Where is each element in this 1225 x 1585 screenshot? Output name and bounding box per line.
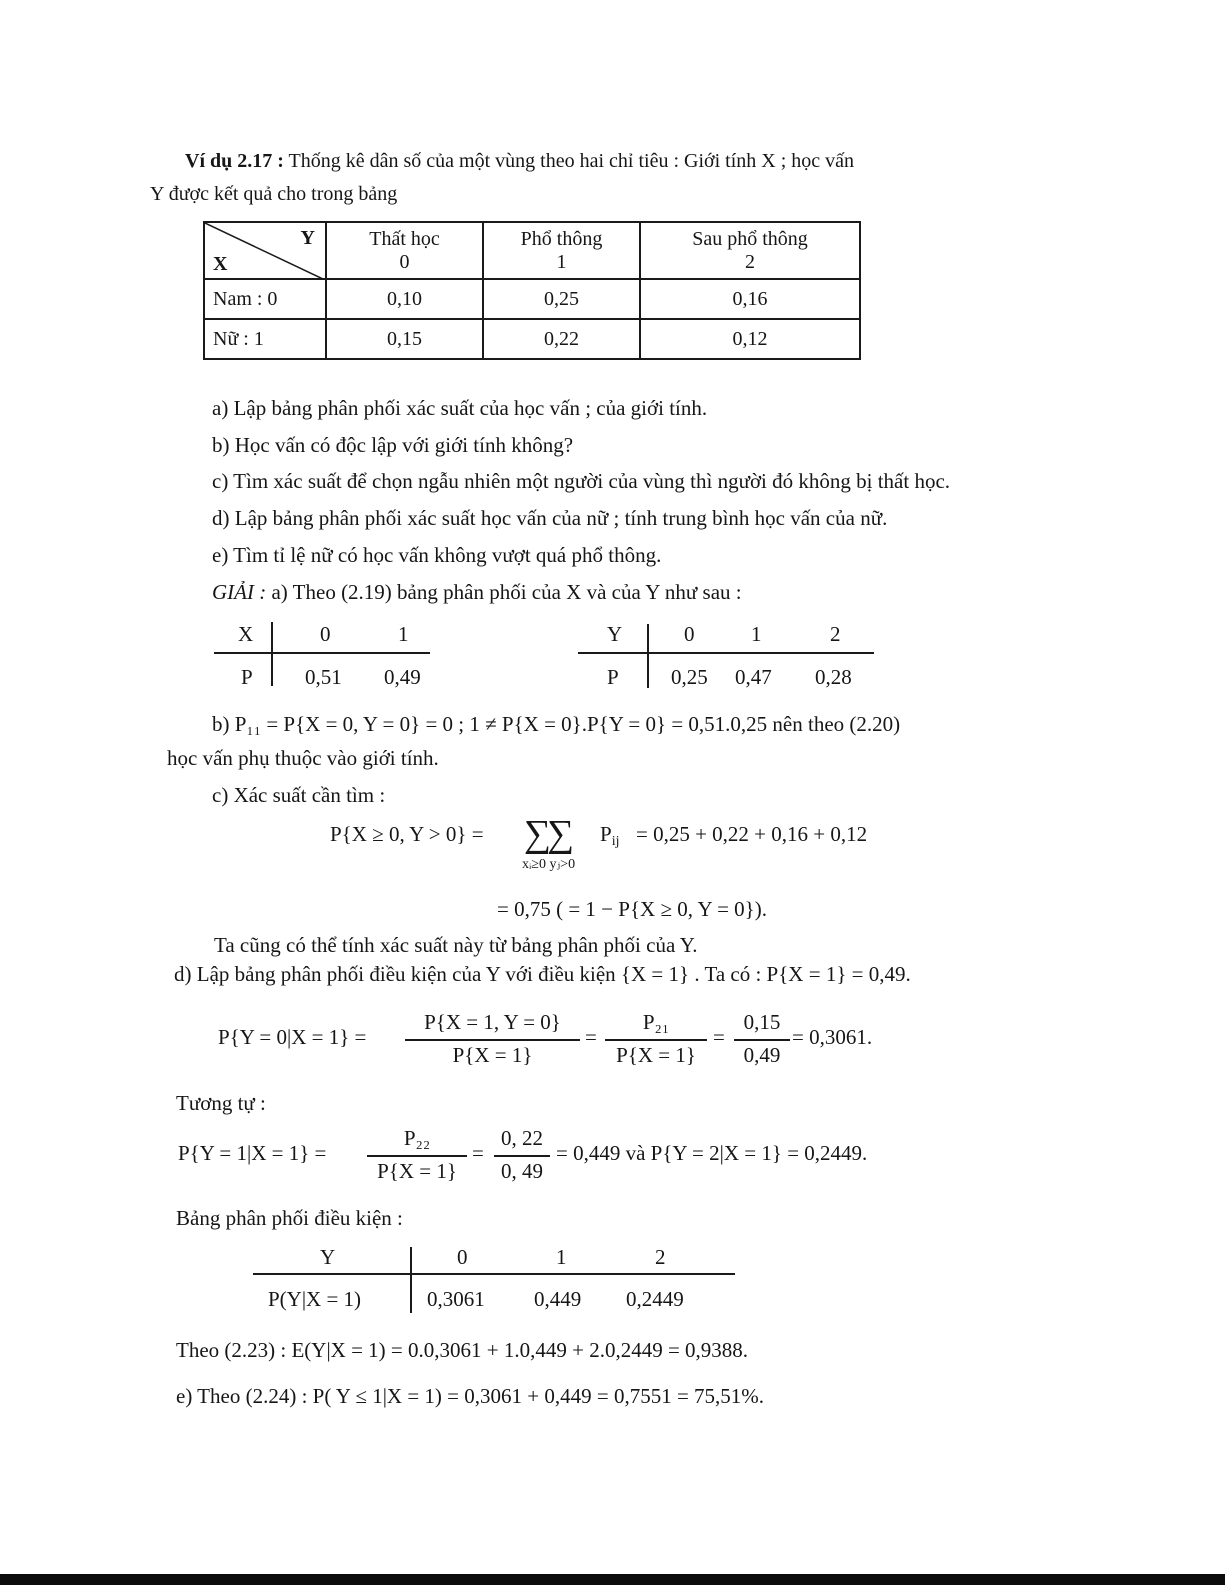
column-name: Phổ thông [520, 227, 603, 250]
joint-distribution-table [203, 221, 861, 360]
d-f1-result: = 0,3061. [792, 1025, 873, 1049]
y-table-val: 0 [684, 622, 695, 646]
solution-b-line-1: b) P₁₁ = P{X = 0, Y = 0} = 0 ; 1 ≠ P{X = 0}.P{Y = 0} = 0,51.0,25 nên theo (2.20) [212, 712, 901, 736]
column-name: Thất học [369, 227, 440, 250]
x-table-p: P [241, 665, 253, 689]
c-formula-right: = 0,25 + 0,22 + 0,16 + 0,12 [636, 822, 868, 846]
solution-d-text: d) Lập bảng phân phối điều kiện của Y với điều kiện {X = 1} . Ta có : P{X = 1} = 0,49. [174, 962, 911, 986]
sum-symbol: ∑∑ [524, 813, 571, 855]
table-cell: 0,10 [326, 279, 483, 319]
question-c: c) Tìm xác suất để chọn ngẫu nhiên một người của vùng thì người đó không bị thất học. [212, 469, 951, 493]
solution-b-line-2: học vấn phụ thuộc vào giới tính. [167, 746, 439, 770]
question-b: b) Học vấn có độc lập với giới tính không? [212, 433, 574, 457]
y-table-prob: 0,25 [671, 665, 708, 689]
example-text-1: Thống kê dân số của một vùng theo hai chỉ tiêu : Giới tính X ; học vấn [288, 150, 855, 172]
d-f2-numerator-1: P₂₂ [403, 1126, 431, 1150]
equals-sign: = [585, 1025, 597, 1049]
solution-c-text: c) Xác suất cần tìm : [212, 783, 386, 807]
equals-sign: = [713, 1025, 725, 1049]
d-f1-fraction-bar-2 [605, 1039, 707, 1041]
c-note: Ta cũng có thể tính xác suất này từ bảng phân phối của Y. [214, 933, 698, 957]
y-table-vline [647, 624, 649, 688]
x-table-prob: 0,49 [384, 665, 421, 689]
x-table-head: X [238, 622, 254, 646]
corner-y-label: Y [300, 227, 315, 249]
d-f1-fraction-bar-1 [405, 1039, 580, 1041]
cond-table-val: 1 [556, 1245, 567, 1269]
row-label: Nữ : 1 [204, 319, 326, 359]
corner-x-label: X [213, 253, 228, 275]
d-f2-result: = 0,449 và P{Y = 2|X = 1} = 0,2449. [556, 1141, 868, 1165]
cond-table-p: P(Y|X = 1) [268, 1287, 362, 1311]
corner-cell [204, 222, 326, 279]
table-row [204, 319, 860, 359]
y-table-val: 1 [751, 622, 762, 646]
c-result: = 0,75 ( = 1 − P{X ≥ 0, Y = 0}). [497, 897, 767, 921]
d-f1-fraction-bar-3 [734, 1039, 790, 1041]
d-f2-numerator-2: 0, 22 [501, 1126, 543, 1150]
x-table-prob: 0,51 [305, 665, 342, 689]
cond-table-prob: 0,2449 [626, 1287, 684, 1311]
cond-table-prob: 0,449 [534, 1287, 582, 1311]
solution-a-line [212, 580, 742, 605]
table-row [204, 279, 860, 319]
d-f1-numerator-1: P{X = 1, Y = 0} [424, 1010, 561, 1034]
d-f2-denominator-2: 0, 49 [501, 1159, 543, 1183]
question-d: d) Lập bảng phân phối xác suất học vấn của nữ ; tính trung bình học vấn của nữ. [212, 506, 888, 530]
d-f1-numerator-3: 0,15 [743, 1010, 781, 1034]
table-cell: 0,22 [483, 319, 640, 359]
table-cell: 0,25 [483, 279, 640, 319]
expectation-line: Theo (2.23) : E(Y|X = 1) = 0.0,3061 + 1.0,449 + 2.0,2449 = 0,9388. [176, 1338, 749, 1362]
d-f2-fraction-bar-2 [494, 1155, 550, 1157]
p-ij [600, 822, 619, 850]
x-table-hline [214, 652, 430, 654]
p-ij-letter: P [600, 822, 612, 846]
solution-e-line: e) Theo (2.24) : P( Y ≤ 1|X = 1) = 0,3061 + 0,449 = 0,7551 = 75,51%. [176, 1384, 765, 1408]
y-table-head: Y [607, 622, 623, 646]
solution-a-text: a) Theo (2.19) bảng phân phối của X và của Y như sau : [271, 580, 742, 604]
x-table-val: 0 [320, 622, 331, 646]
d-f2-fraction-bar-1 [367, 1155, 467, 1157]
d-f1-numerator-2: P₂₁ [642, 1010, 670, 1034]
d-f2-denominator-1: P{X = 1} [377, 1159, 457, 1183]
d-f1-denominator-3: 0,49 [743, 1043, 781, 1067]
cond-table-head: Y [320, 1245, 336, 1269]
y-table-prob: 0,47 [735, 665, 772, 689]
example-text-2: Y được kết quả cho trong bảng [150, 183, 398, 205]
cond-table-val: 2 [655, 1245, 666, 1269]
conditional-table-title: Bảng phân phối điều kiện : [176, 1206, 403, 1230]
scan-edge [0, 1574, 1225, 1585]
cond-table-hline [253, 1273, 735, 1275]
table-cell: 0,12 [640, 319, 860, 359]
column-code: 0 [399, 250, 410, 273]
column-header [483, 222, 640, 279]
d-f1-denominator-2: P{X = 1} [616, 1043, 696, 1067]
question-e: e) Tìm tỉ lệ nữ có học vấn không vượt quá phổ thông. [212, 543, 662, 567]
c-formula-left: P{X ≥ 0, Y > 0} = [330, 822, 484, 846]
y-table-p: P [607, 665, 619, 689]
row-label: Nam : 0 [204, 279, 326, 319]
y-table-val: 2 [830, 622, 841, 646]
sum-subscript: xᵢ≥0 yⱼ>0 [522, 857, 576, 872]
column-code: 1 [556, 250, 567, 273]
equals-sign: = [472, 1141, 484, 1165]
similar-label: Tương tự : [176, 1091, 266, 1115]
cond-table-vline [410, 1247, 412, 1313]
solution-label: GIẢI : [212, 580, 267, 604]
example-heading [185, 150, 854, 173]
y-table-prob: 0,28 [815, 665, 852, 689]
column-header [640, 222, 860, 279]
column-header [326, 222, 483, 279]
column-name: Sau phổ thông [692, 227, 808, 250]
cond-table-val: 0 [457, 1245, 468, 1269]
table-cell: 0,15 [326, 319, 483, 359]
table-cell: 0,16 [640, 279, 860, 319]
d-f1-lhs: P{Y = 0|X = 1} = [218, 1025, 367, 1049]
x-table-vline [271, 622, 273, 686]
d-f1-denominator-1: P{X = 1} [452, 1043, 533, 1067]
example-label: Ví dụ 2.17 : [185, 150, 284, 172]
cond-table-prob: 0,3061 [427, 1287, 485, 1311]
column-code: 2 [745, 250, 755, 273]
question-a: a) Lập bảng phân phối xác suất của học vấn ; của giới tính. [212, 396, 708, 420]
x-table-val: 1 [398, 622, 409, 646]
p-ij-subscript: ij [611, 834, 620, 849]
y-table-hline [578, 652, 874, 654]
d-f2-lhs: P{Y = 1|X = 1} = [178, 1141, 327, 1165]
